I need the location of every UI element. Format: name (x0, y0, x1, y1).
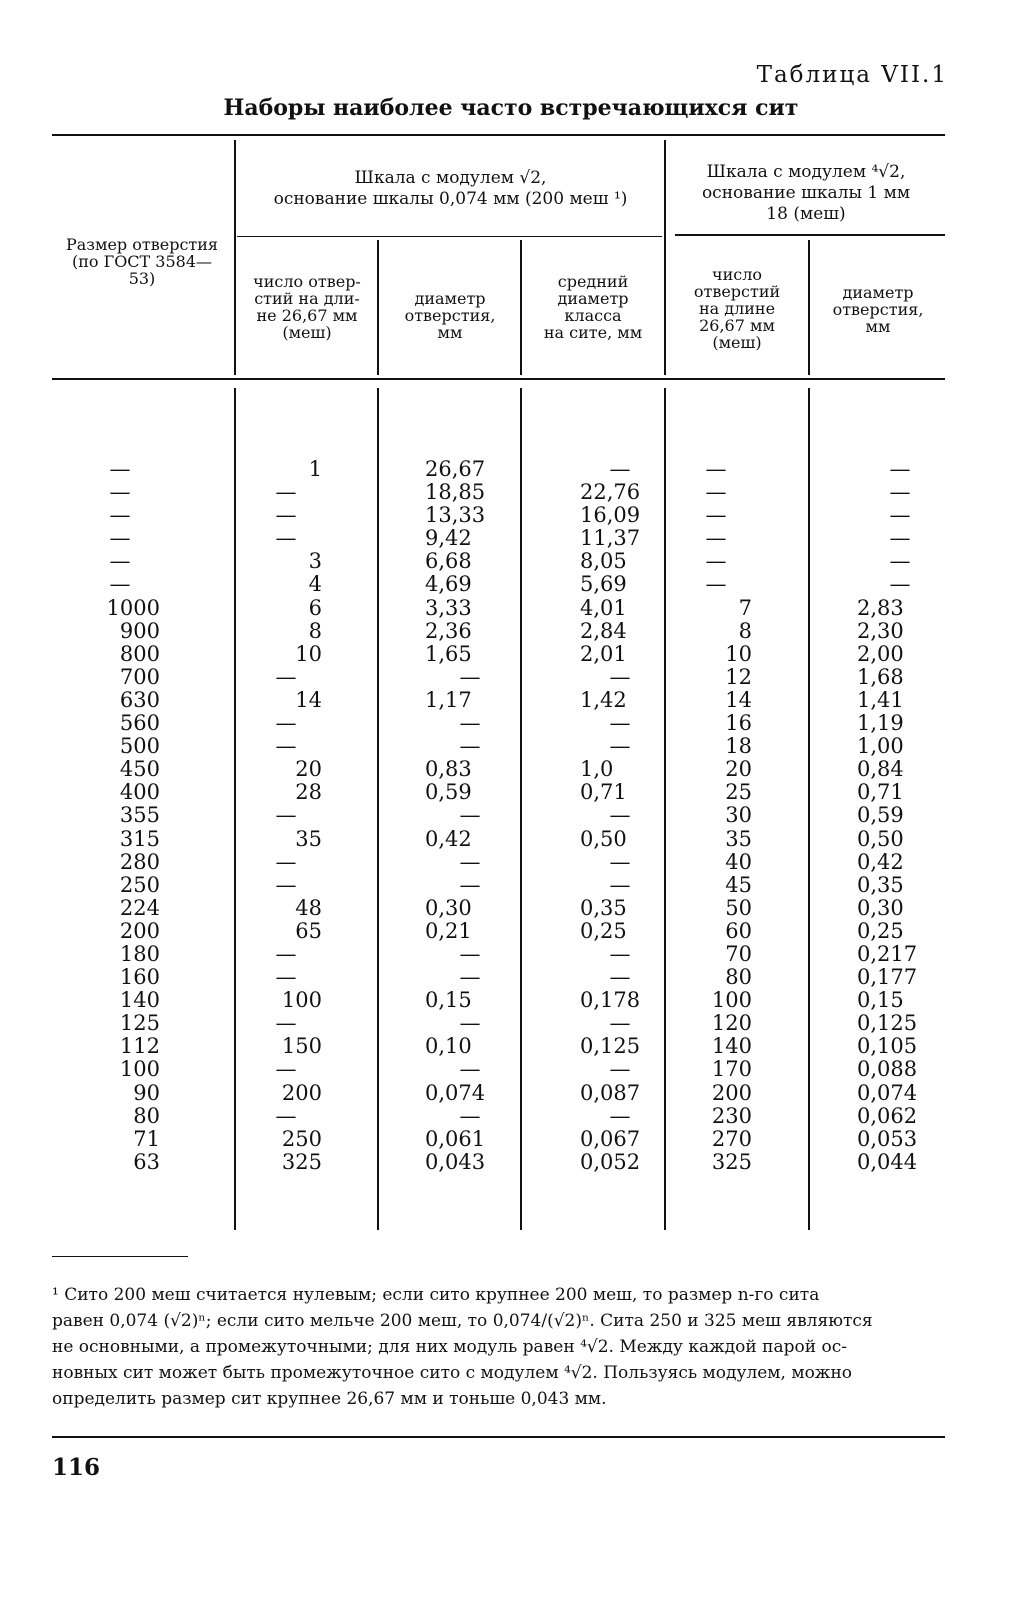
table-cell: 0,50 (580, 826, 627, 851)
footnote-line: не основными, а промежуточными; для них модуль равен ⁴√2. Между каждой парой ос- (52, 1337, 847, 1357)
table-cell: — (275, 480, 297, 505)
table-cell: 325 (711, 1149, 752, 1174)
table-cell: 22,76 (580, 480, 641, 505)
table-cell: 0,83 (425, 757, 472, 782)
header-g2-mesh: число отверстий на длине 26,67 мм (меш) (693, 265, 781, 352)
header-g2-diameter: диаметр отверстия, мм (832, 283, 924, 336)
table-cell: 0,217 (857, 941, 918, 966)
table-cell: — (609, 965, 631, 990)
column-g2-mesh (680, 458, 752, 1174)
table-cell: — (275, 734, 297, 759)
table-cell: — (275, 941, 297, 966)
table-cell: 170 (711, 1057, 752, 1082)
table-cell: — (609, 849, 631, 874)
column-divider (808, 388, 810, 1230)
table-cell: 0,088 (857, 1057, 918, 1082)
column-divider (808, 240, 810, 375)
table-cell: 0,30 (425, 895, 472, 920)
table-cell: — (705, 549, 727, 574)
table-cell: 0,062 (857, 1103, 918, 1128)
table-cell: 0,053 (857, 1126, 918, 1151)
table-cell: 4 (308, 572, 322, 597)
table-cell: — (609, 1057, 631, 1082)
table-cell: 60 (725, 918, 752, 943)
table-cell: 150 (281, 1034, 322, 1059)
table-cell: 2,83 (857, 595, 904, 620)
table-cell: 35 (295, 826, 322, 851)
table-cell: 8 (738, 618, 752, 643)
table-cell: — (275, 711, 297, 736)
column-divider (234, 140, 236, 375)
table-cell: 35 (725, 826, 752, 851)
footnote-line: равен 0,074 (√2)ⁿ; если сито мельче 200 меш, то 0,074/(√2)ⁿ. Сита 250 и 325 меш являются (52, 1311, 873, 1331)
table-cell: 0,125 (857, 1011, 918, 1036)
header-g1-mesh: число отвер- стий на дли- не 26,67 мм (меш) (253, 272, 361, 342)
table-cell: 355 (119, 803, 160, 828)
table-cell: 18 (725, 734, 752, 759)
table-cell: 0,044 (857, 1149, 918, 1174)
table-cell: 30 (725, 803, 752, 828)
table-cell: — (609, 803, 631, 828)
table-cell: 0,30 (857, 895, 904, 920)
column-divider (377, 240, 379, 375)
table-cell: 630 (119, 687, 160, 712)
header-bottom-rule (52, 378, 945, 380)
table-cell: 50 (725, 895, 752, 920)
table-cell: 5,69 (580, 572, 627, 597)
table-cell: 200 (281, 1080, 322, 1105)
footnote-line: определить размер сит крупнее 26,67 мм и тоньше 0,043 мм. (52, 1389, 607, 1409)
table-cell: 700 (119, 664, 160, 689)
table-cell: 560 (119, 711, 160, 736)
table-cell: — (889, 457, 911, 481)
table-cell: — (609, 711, 631, 736)
table-cell: 20 (295, 757, 322, 782)
table-cell: 0,10 (425, 1034, 472, 1059)
table-cell: 0,59 (425, 780, 472, 805)
table-cell: 14 (295, 687, 322, 712)
table-cell: 6,68 (425, 549, 472, 574)
table-cell: — (889, 480, 911, 505)
header-group-fourth-root2: Шкала с модулем ⁴√2, основание шкалы 1 мм 18 (меш) (701, 162, 911, 224)
table-cell: 224 (119, 895, 160, 920)
table-cell: 1,65 (425, 641, 472, 666)
table-cell: 2,01 (580, 641, 627, 666)
table-cell: — (275, 849, 297, 874)
table-cell: 40 (725, 849, 752, 874)
table-cell: — (275, 526, 297, 551)
column-g1-mesh (250, 458, 322, 1174)
group-divider-left (237, 236, 662, 237)
table-cell: 45 (725, 872, 752, 897)
column-divider (377, 388, 379, 1230)
table-cell: 0,35 (857, 872, 904, 897)
table-cell: — (109, 572, 131, 597)
table-cell: 26,67 (425, 457, 486, 481)
column-g1-diameter (425, 458, 515, 1174)
table-cell: 0,074 (857, 1080, 918, 1105)
table-cell: — (609, 664, 631, 689)
table-cell: — (609, 941, 631, 966)
group-divider-right (675, 234, 945, 236)
table-cell: — (275, 1103, 297, 1128)
footnote-line: новных сит может быть промежуточное сито с модулем ⁴√2. Пользуясь модулем, можно (52, 1363, 853, 1383)
table-cell: — (609, 1103, 631, 1128)
table-cell: 8,05 (580, 549, 627, 574)
table-cell: — (459, 803, 481, 828)
table-cell: 0,067 (580, 1126, 641, 1151)
table-cell: 0,074 (425, 1080, 486, 1105)
table-cell: 120 (711, 1011, 752, 1036)
table-cell: 6 (308, 595, 322, 620)
table-cell: 11,37 (580, 526, 641, 551)
table-cell: 1,19 (857, 711, 904, 736)
table-cell: — (275, 664, 297, 689)
table-cell: — (109, 457, 131, 481)
table-title: Наборы наиболее часто встречающихся сит (223, 95, 799, 121)
table-cell: 400 (119, 780, 160, 805)
table-cell: 0,59 (857, 803, 904, 828)
header-g1-average-diameter: средний диаметр класса на сите, мм (543, 272, 643, 342)
table-cell: 1,00 (857, 734, 904, 759)
table-cell: 3,33 (425, 595, 472, 620)
table-cell: — (459, 849, 481, 874)
table-cell: 80 (725, 965, 752, 990)
table-cell: 450 (119, 757, 160, 782)
table-cell: 100 (119, 1057, 160, 1082)
table-cell: 70 (725, 941, 752, 966)
table-cell: 9,42 (425, 526, 472, 551)
table-cell: 250 (281, 1126, 322, 1151)
table-cell: — (109, 503, 131, 528)
table-cell: 125 (119, 1011, 160, 1036)
table-cell: 0,087 (580, 1080, 641, 1105)
column-divider (234, 388, 236, 1230)
table-cell: — (705, 572, 727, 597)
table-cell: 2,84 (580, 618, 627, 643)
table-cell: 800 (119, 641, 160, 666)
table-cell: 0,043 (425, 1149, 486, 1174)
table-cell: 0,061 (425, 1126, 486, 1151)
table-cell: — (459, 941, 481, 966)
header-size: Размер отверстия (по ГОСТ 3584— 53) (65, 235, 219, 288)
table-cell: 10 (725, 641, 752, 666)
table-cell: 315 (119, 826, 160, 851)
table-cell: — (705, 526, 727, 551)
table-cell: — (459, 711, 481, 736)
header-group-sqrt2: Шкала с модулем √2, основание шкалы 0,074 мм (200 меш ¹) (273, 168, 628, 209)
table-cell: 230 (711, 1103, 752, 1128)
table-cell: 200 (119, 918, 160, 943)
table-cell: — (609, 1011, 631, 1036)
table-cell: 0,125 (580, 1034, 641, 1059)
table-cell: 1 (308, 457, 322, 481)
table-cell: — (109, 549, 131, 574)
table-cell: 160 (119, 965, 160, 990)
table-cell: — (705, 503, 727, 528)
table-cell: 100 (711, 988, 752, 1013)
table-cell: 0,21 (425, 918, 472, 943)
table-cell: 500 (119, 734, 160, 759)
table-cell: 20 (725, 757, 752, 782)
table-cell: 200 (711, 1080, 752, 1105)
table-cell: — (705, 480, 727, 505)
table-cell: 18,85 (425, 480, 486, 505)
column-divider (520, 388, 522, 1230)
table-cell: 0,25 (857, 918, 904, 943)
table-cell: 13,33 (425, 503, 486, 528)
table-cell: — (459, 965, 481, 990)
table-cell: — (609, 457, 631, 481)
table-cell: 1,0 (580, 757, 614, 782)
table-cell: 0,84 (857, 757, 904, 782)
table-cell: 63 (133, 1149, 160, 1174)
table-cell: 1,68 (857, 664, 904, 689)
table-cell: — (459, 872, 481, 897)
table-cell: — (459, 1011, 481, 1036)
table-cell: 0,42 (425, 826, 472, 851)
table-cell: — (275, 965, 297, 990)
footnote-line: ¹ Сито 200 меш считается нулевым; если сито крупнее 200 меш, то размер n-го сита (52, 1285, 820, 1305)
table-cell: 1,42 (580, 687, 627, 712)
table-cell: 1,17 (425, 687, 472, 712)
table-cell: 250 (119, 872, 160, 897)
column-size (80, 458, 160, 1174)
table-cell: — (889, 526, 911, 551)
table-cell: — (275, 872, 297, 897)
table-cell: 8 (308, 618, 322, 643)
table-cell: 0,178 (580, 988, 641, 1013)
table-cell: 0,25 (580, 918, 627, 943)
table-cell: 10 (295, 641, 322, 666)
table-cell: 0,15 (425, 988, 472, 1013)
table-cell: 270 (711, 1126, 752, 1151)
table-cell: 7 (738, 595, 752, 620)
table-cell: 2,30 (857, 618, 904, 643)
table-cell: — (609, 734, 631, 759)
table-cell: 112 (119, 1034, 160, 1059)
footnote (52, 1282, 970, 1412)
table-cell: 0,105 (857, 1034, 918, 1059)
table-cell: — (275, 1011, 297, 1036)
table-cell: 0,42 (857, 849, 904, 874)
table-cell: 65 (295, 918, 322, 943)
table-cell: 90 (133, 1080, 160, 1105)
table-cell: 0,35 (580, 895, 627, 920)
table-cell: — (109, 480, 131, 505)
table-cell: 28 (295, 780, 322, 805)
table-cell: 180 (119, 941, 160, 966)
table-cell: 0,50 (857, 826, 904, 851)
table-cell: — (459, 1103, 481, 1128)
column-g2-diameter (857, 458, 943, 1174)
table-cell: — (705, 457, 727, 481)
table-cell: 0,71 (857, 780, 904, 805)
column-divider (520, 240, 522, 375)
table-cell: — (889, 503, 911, 528)
table-cell: 4,69 (425, 572, 472, 597)
table-cell: 2,00 (857, 641, 904, 666)
table-cell: — (459, 664, 481, 689)
page-bottom-rule (52, 1436, 945, 1438)
table-cell: — (889, 572, 911, 597)
table-cell: 14 (725, 687, 752, 712)
table-cell: — (275, 1057, 297, 1082)
column-g1-average (580, 458, 660, 1174)
table-cell: 3 (308, 549, 322, 574)
table-cell: — (889, 549, 911, 574)
table-cell: 4,01 (580, 595, 627, 620)
table-cell: — (275, 803, 297, 828)
table-cell: — (459, 1057, 481, 1082)
table-cell: 2,36 (425, 618, 472, 643)
table-cell: 71 (133, 1126, 160, 1151)
table-cell: 48 (295, 895, 322, 920)
table-cell: — (109, 526, 131, 551)
table-cell: 16,09 (580, 503, 641, 528)
table-cell: 140 (711, 1034, 752, 1059)
page-number: 116 (52, 1454, 101, 1481)
column-divider (664, 388, 666, 1230)
column-divider (664, 140, 666, 375)
table-cell: 80 (133, 1103, 160, 1128)
table-cell: — (459, 734, 481, 759)
table-cell: 1000 (106, 595, 160, 620)
table-cell: 280 (119, 849, 160, 874)
table-cell: — (609, 872, 631, 897)
table-cell: 0,71 (580, 780, 627, 805)
table-cell: 325 (281, 1149, 322, 1174)
table-cell: 0,177 (857, 965, 918, 990)
table-cell: 100 (281, 988, 322, 1013)
table-number: Таблица VII.1 (756, 62, 948, 88)
header-g1-diameter: диаметр отверстия, мм (404, 289, 496, 342)
table-cell: 1,41 (857, 687, 904, 712)
table-cell: 25 (725, 780, 752, 805)
table-cell: — (275, 503, 297, 528)
table-top-rule (52, 134, 945, 136)
table-cell: 140 (119, 988, 160, 1013)
table-cell: 0,052 (580, 1149, 641, 1174)
table-cell: 12 (725, 664, 752, 689)
footnote-rule (52, 1256, 188, 1257)
table-cell: 900 (119, 618, 160, 643)
table-cell: 16 (725, 711, 752, 736)
table-cell: 0,15 (857, 988, 904, 1013)
